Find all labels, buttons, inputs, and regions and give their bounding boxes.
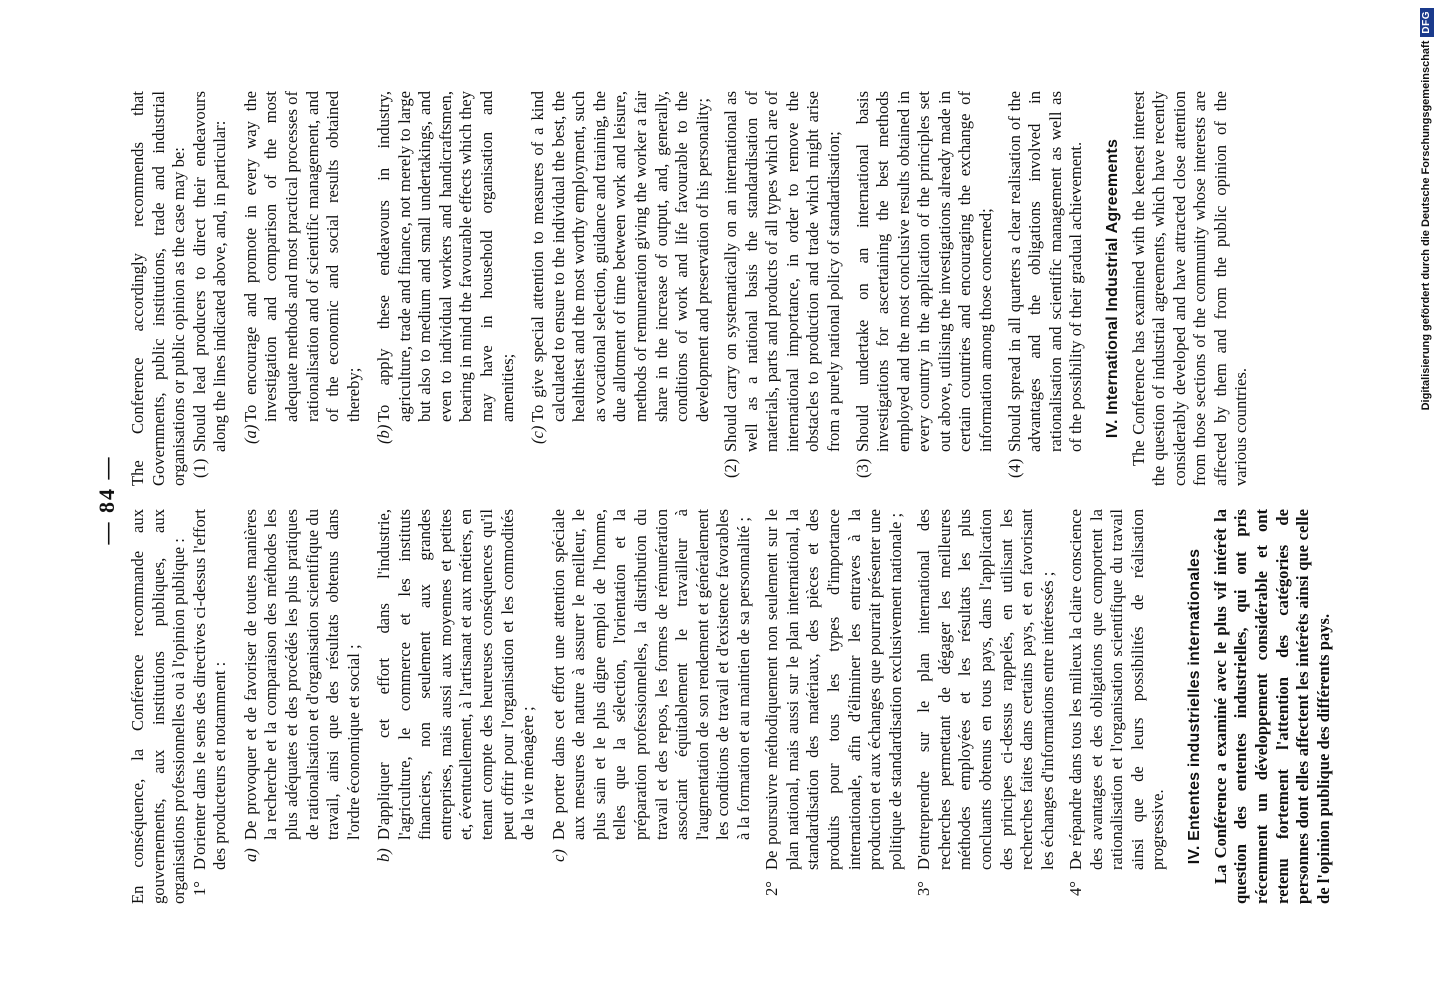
english-item-1-sub-b-text: To apply these endeavours in industry, agriculture, trade and finance, not merely to large but also to medium and small undertakings, and even to individual workers and handicraftsmen, bearing in mind the favourable effects which they may have in household organisation and amenities; (374, 91, 517, 422)
french-item-4-text: De répandre dans tous les milieux la claire conscience des avantages et des obligations que comportent la rationalisation et l'organisation scientifique du travail ainsi que de leurs possibilités de réalisation progressive. (1066, 509, 1168, 870)
french-item-1-sub-a-mark: a) (240, 848, 260, 862)
french-column (128, 509, 1334, 904)
english-item-1-sub-c (528, 91, 713, 486)
english-item-2-mark: (2) (721, 458, 741, 478)
english-item-3 (853, 91, 997, 486)
dfg-logo: DFG (1420, 8, 1434, 37)
english-item-1-sub-a-text: To encourage and promote in every way the investigation and comparison of the most adequate methods and most practical processes of rationalisation and of scientific management, and of the economic and social results obtained thereby; (240, 91, 363, 422)
french-item-1 (190, 509, 231, 904)
french-item-2 (762, 509, 906, 904)
french-item-2-text: De poursuivre méthodiquement non seulement sur le plan national, mais aussi sur le plan international, la standardisation des matériaux, des pièces et des produits pour tous les types d'importance internationale, afin d'éliminer les entraves à la production et aux échanges que pourrait présenter une politique de standardisation exclusivement nationale ; (762, 509, 905, 870)
english-section-heading: IV. International Industrial Agreements (1103, 138, 1121, 439)
french-item-1-sub-a-text: De provoquer et de favoriser de toutes manières la recherche et la comparaison des méthodes les plus adéquates et des procédés les plus pratiques de rationalisation et d'organisation scientifique du travail, ainsi que des résultats obtenus dans l'ordre économique et social ; (240, 509, 363, 840)
french-item-1-sub-c-mark: c) (548, 849, 568, 862)
english-item-1-sub-a-mark: (a) (240, 424, 260, 444)
english-item-1-sub-b (374, 91, 518, 486)
french-item-1-sub-b-mark: b) (374, 848, 394, 862)
english-item-1-sub-c-mark: (c) (528, 425, 548, 444)
watermark-text: Digitalisierung gefördert durch die Deutsche Forschungsgemeinschaft (1420, 40, 1432, 411)
french-item-3-text: D'entreprendre sur le plan international des recherches permettant de dégager les meilleures méthodes employées et les résultats les plus concluants obtenus en tous pays, dans l'application des principes ci-dessus rappelés, en utilisant les recherches faites dans certains pays, et en favorisant les échanges d'informations entre intéressés ; (914, 509, 1057, 870)
french-item-3-mark: 3° (914, 881, 934, 896)
english-item-1-sub-b-mark: (b) (374, 424, 394, 444)
french-item-1-mark: 1° (189, 881, 209, 896)
french-item-1-text: D'orienter dans le sens des directives ci-dessus l'effort des producteurs et notamment : (189, 509, 230, 870)
english-item-1 (190, 91, 231, 486)
english-section-text: The Conference has examined with the keenest interest the question of industrial agreements, which have recently considerably developed and have attracted close attention from those sections of the community whose interests are affected by them and from the public opinion of the various countries. (1128, 91, 1251, 486)
english-item-1-text: Should lead producers to direct their endeavours along the lines indicated above, and, in particular: (189, 91, 230, 452)
french-item-2-mark: 2° (762, 881, 782, 896)
english-item-1-sub-a (241, 91, 364, 486)
english-item-2 (721, 91, 844, 486)
french-section-heading: IV. Ententes industrielles internationales (1186, 548, 1203, 865)
french-item-1-sub-c-text: De porter dans cet effort une attention spéciale aux mesures de nature à assurer le meilleur, le plus sain et le plus digne emploi de l'homme, telles que la sélection, l'orientation et la préparation professionnelles, la distribution du travail et des repos, les formes de rémunération associant équitablement le travailleur à l'augmentation de son rendement et généralement les conditions de travail et d'existence favorables à la formation et au maintien de sa personnalité ; (548, 509, 753, 840)
english-column (128, 91, 1252, 486)
french-section-text: La Conférence a examiné avec le plus vif intérêt la question des ententes industrielles, qui ont pris récemment un développement considérable et ont retenu fortement l'attention des catégories de personnes dont elles affectent les intérêts ainsi que celle de l'opinion publique des différents pays. (1210, 509, 1333, 904)
english-item-3-mark: (3) (852, 458, 872, 478)
french-item-1-sub-a (241, 509, 364, 904)
english-item-4-mark: (4) (1004, 458, 1024, 478)
english-item-4-text: Should spread in all quarters a clear realisation of the advantages and the obligations involved in rationalisation and scientific management as well as of the possibility of their gradual achievement. (1004, 91, 1086, 452)
english-item-4 (1005, 91, 1087, 486)
english-item-1-mark: (1) (189, 458, 209, 478)
french-item-1-sub-b-text: D'appliquer cet effort dans l'industrie, l'agriculture, le commerce et les instituts financiers, non seulement aux grandes entreprises, mais aussi aux moyennes et petites et, éventuellement, à l'artisanat et aux métiers, en tenant compte des heureuses conséquences qu'il peut offrir pour l'organisation et les commodités de la vie ménagère ; (374, 509, 538, 840)
french-item-4 (1066, 509, 1169, 904)
english-item-2-text: Should carry on systematically on an international as well as a national basis the standardisation of materials, parts and products of all types which are of international importance, in order to remove the obstacles to production and trade which might arise from a purely national policy of standardisation; (721, 91, 843, 452)
funding-watermark (1419, 0, 1433, 1000)
english-item-1-sub-c-text: To give special attention to measures of a kind calculated to ensure to the individual the best, the healthiest and the most worthy employment, such as vocational selection, guidance and training, the due allotment of time between work and leisure, methods of remuneration giving the worker a fair share in the increase of output, and, generally, conditions of work and life favourable to the development and preservation of his personality; (528, 91, 712, 422)
page-number: — 84 — (94, 455, 119, 545)
french-item-3 (914, 509, 1058, 904)
french-item-1-sub-c (549, 509, 755, 904)
english-intro: The Conference accordingly recommends that Governments, public institutions, trade and industrial organisations or public opinion as the case may be: (128, 91, 189, 486)
french-item-4-mark: 4° (1066, 881, 1086, 896)
french-item-1-sub-b (374, 509, 539, 904)
english-item-3-text: Should undertake on an international basis investigations for ascertaining the best methods employed and the most conclusive results obtained in every country in the application of the principles set out above, utilising the investigations already made in certain countries and encouraging the exchange of information among those concerned; (852, 91, 995, 452)
french-intro: En conséquence, la Conférence recommande aux gouvernements, aux institutions publiques, aux organisations professionnelles ou à l'opinion publique : (128, 509, 189, 904)
